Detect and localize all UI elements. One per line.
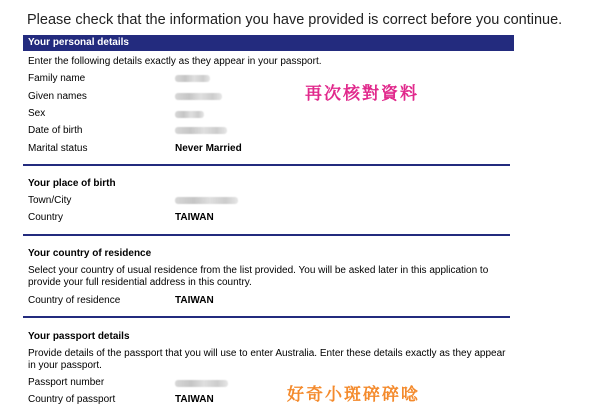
given-names-label: Given names xyxy=(28,91,87,102)
town-city-value-blurred xyxy=(175,197,238,204)
town-city-label: Town/City xyxy=(28,195,72,206)
birth-country-label: Country xyxy=(28,212,64,223)
section-divider xyxy=(23,316,510,318)
residence-instruction: Select your country of usual residence from the list provided. You will be asked later in this application to provide your full residential address in this country. xyxy=(28,265,489,288)
passport-country-value: TAIWAN xyxy=(175,394,214,405)
passport-number-label: Passport number xyxy=(28,377,105,388)
family-name-value-blurred xyxy=(175,75,210,82)
personal-instruction: Enter the following details exactly as they appear in your passport. xyxy=(28,56,322,67)
section-divider xyxy=(23,164,510,166)
residence-country-value: TAIWAN xyxy=(175,295,214,306)
intro-text: Please check that the information you have provided is correct before you continue. xyxy=(27,12,563,28)
birth-country-value: TAIWAN xyxy=(175,212,214,223)
passport-details-title: Your passport details xyxy=(28,331,130,342)
residence-country-label: Country of residence xyxy=(28,295,121,306)
section-divider xyxy=(23,234,510,236)
sex-value-blurred xyxy=(175,111,204,118)
passport-instruction: Provide details of the passport that you will use to enter Australia. Enter these details exactly as they appear in your passport. xyxy=(28,348,506,371)
place-of-birth-title: Your place of birth xyxy=(28,178,116,189)
sex-label: Sex xyxy=(28,108,46,119)
watermark-bottom: 好奇小斑碎碎唸 xyxy=(287,385,420,405)
dob-value-blurred xyxy=(175,127,227,134)
personal-details-header: Your personal details xyxy=(23,35,514,51)
watermark-top: 再次核對資料 xyxy=(305,84,419,104)
dob-label: Date of birth xyxy=(28,125,83,136)
passport-country-label: Country of passport xyxy=(28,394,116,405)
passport-number-value-blurred xyxy=(175,380,228,387)
marital-status-label: Marital status xyxy=(28,143,88,154)
given-names-value-blurred xyxy=(175,93,222,100)
family-name-label: Family name xyxy=(28,73,86,84)
marital-status-value: Never Married xyxy=(175,143,242,154)
country-of-residence-title: Your country of residence xyxy=(28,248,152,259)
